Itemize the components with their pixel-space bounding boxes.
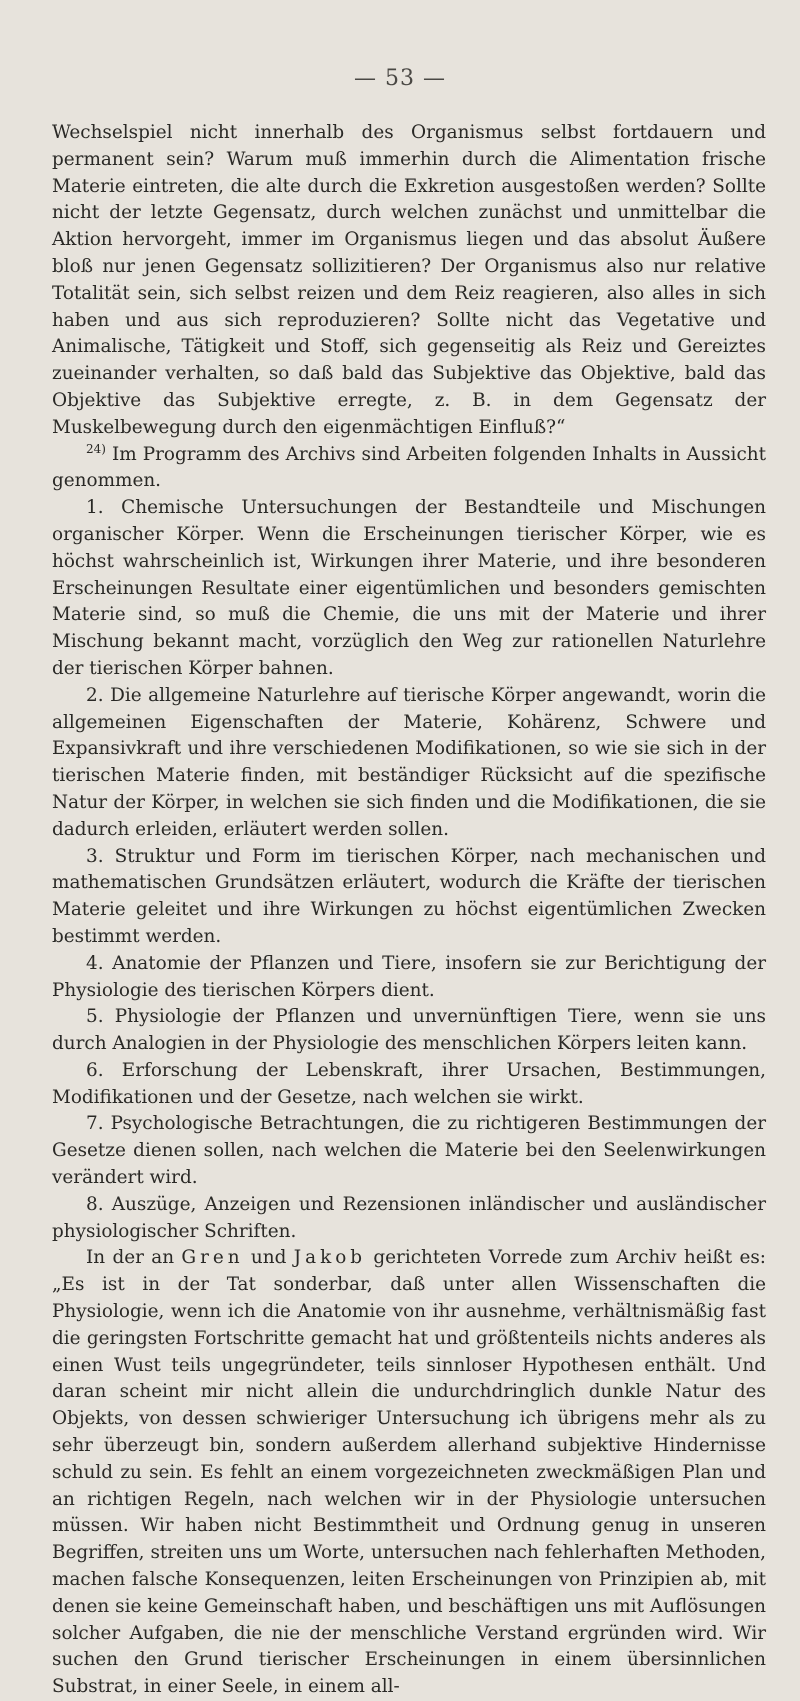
footnote-ref-number: 24) — [86, 441, 106, 456]
list-item-2: 2. Die allgemeine Naturlehre auf tierische Körper angewandt, worin die allgemeinen Eigenschaften der Materie, Kohärenz, Schwere und Expansivkraft und ihre verschiedenen Modifikationen, so wie sie sich in der tierischen Materie finden, mit beständiger Rücksicht auf die spezifische Natur der Körper, in welchen sie sich finden und die Modifikationen, die sie dadurch erleiden, erläutert werden sollen. — [52, 684, 766, 840]
list-item-5: 5. Physiologie der Pflanzen und unvernünftigen Tiere, wenn sie uns durch Analogien in der Physiologie des menschlichen Körpers leiten kann. — [52, 1006, 766, 1055]
preface-text: gerichteten Vorrede zum Archiv heißt es: „Es ist in der Tat sonderbar, daß unter allen Wissenschaften die Physiologie, wenn ich die Anatomie von ihr ausnehme, verhältnismäßig fast die geringsten Fortschritte gemacht hat und größtenteils nichts anderes als einen Wust teils ungegründeter, teils sinnloser Hypothesen enthält. Und daran scheint mir nicht allein die undurchdringlich dunkle Natur des Objekts, von dessen schwieriger Untersuchung ich übrigens mehr als zu sehr überzeugt bin, sondern außerdem allerhand subjektive Hindernisse schuld zu sein. Es fehlt an einem vorgezeichneten zweckmäßigen Plan und an richtigen Regeln, nach welchen wir in der Physiologie untersuchen müssen. Wir haben nicht Bestimmtheit und Ordnung genug in unseren Begriffen, streiten uns um Worte, untersuchen nach fehlerhaften Methoden, machen falsche Konsequenzen, leiten Erscheinungen von Prinzipien ab, mit denen sie keine Gemeinschaft haben, und beschäftigen uns mit Auflösungen solcher Aufgaben, die nie der menschliche Verstand ergründen wird. Wir suchen den Grund tierischer Erscheinungen in einem übersinnlichen Substrat, in einer Seele, in einem all- — [52, 1247, 766, 1698]
name-jakob: Jakob — [293, 1247, 367, 1269]
list-item-3: 3. Struktur und Form im tierischen Körper, nach mechanischen und mathematischen Grundsätzen erläutert, wodurch die Kräfte der tierischen Materie geleitet und ihre Wirkungen zu höchst eigentümlichen Zwecken bestimmt werden. — [52, 845, 766, 947]
footnote-paragraph — [52, 442, 766, 496]
footnote-text: Im Programm des Archivs sind Arbeiten folgenden Inhalts in Aussicht genommen. — [52, 443, 766, 492]
preface-lead: In der an — [86, 1247, 182, 1269]
preface-quote-paragraph — [52, 1245, 766, 1701]
list-item-7: 7. Psychologische Betrachtungen, die zu richtigeren Bestimmungen der Gesetze dienen sollen, nach welchen die Materie bei den Seelenwirkungen verändert wird. — [52, 1113, 766, 1189]
list-item-6: 6. Erforschung der Lebenskraft, ihrer Ursachen, Bestimmungen, Modifikationen und der Gesetze, nach welchen sie wirkt. — [52, 1059, 766, 1108]
preface-mid: und — [243, 1247, 294, 1269]
paragraph-continuation: Wechselspiel nicht innerhalb des Organismus selbst fortdauern und permanent sein? Warum muß immerhin durch die Alimentation frische Materie eintreten, die alte durch die Exkretion ausgestoßen werden? Sollte nicht der letzte Gegensatz, durch welchen zunächst und unmittelbar die Aktion hervorgeht, immer im Organismus liegen und das absolut Äußere bloß nur jenen Gegensatz sollizitieren? Der Organismus also nur relative Totalität sein, sich selbst reizen und dem Reiz reagieren, also alles in sich haben und aus sich reproduzieren? Sollte nicht das Vegetative und Animalische, Tätigkeit und Stoff, sich gegenseitig als Reiz und Gereiztes zueinander verhalten, so daß bald das Subjektive das Objektive, bald das Objektive das Subjektive erregte, z. B. in dem Gegensatz der Muskelbewegung durch den eigenmächtigen Einfluß?“ — [52, 122, 766, 438]
name-gren: Gren — [181, 1247, 244, 1269]
page-number: — 53 — — [354, 66, 446, 91]
list-item-4: 4. Anatomie der Pflanzen und Tiere, insofern sie zur Berichtigung der Physiologie des tierischen Körpers dient. — [52, 952, 766, 1001]
list-item-1: 1. Chemische Untersuchungen der Bestandteile und Mischungen organischer Körper. Wenn die Erscheinungen tierischer Körper, wie es höchst wahrscheinlich ist, Wirkungen ihrer Materie, und ihre besonderen Erscheinungen Resultate einer eigentümlichen und besonders gemischten Materie sind, so muß die Chemie, die uns mit der Materie und ihrer Mischung bekannt macht, vorzüglich den Weg zur rationellen Naturlehre der tierischen Körper bahnen. — [52, 497, 766, 679]
body-text — [52, 120, 766, 1701]
list-item-8: 8. Auszüge, Anzeigen und Rezensionen inländischer und ausländischer physiologischer Schriften. — [52, 1193, 766, 1242]
